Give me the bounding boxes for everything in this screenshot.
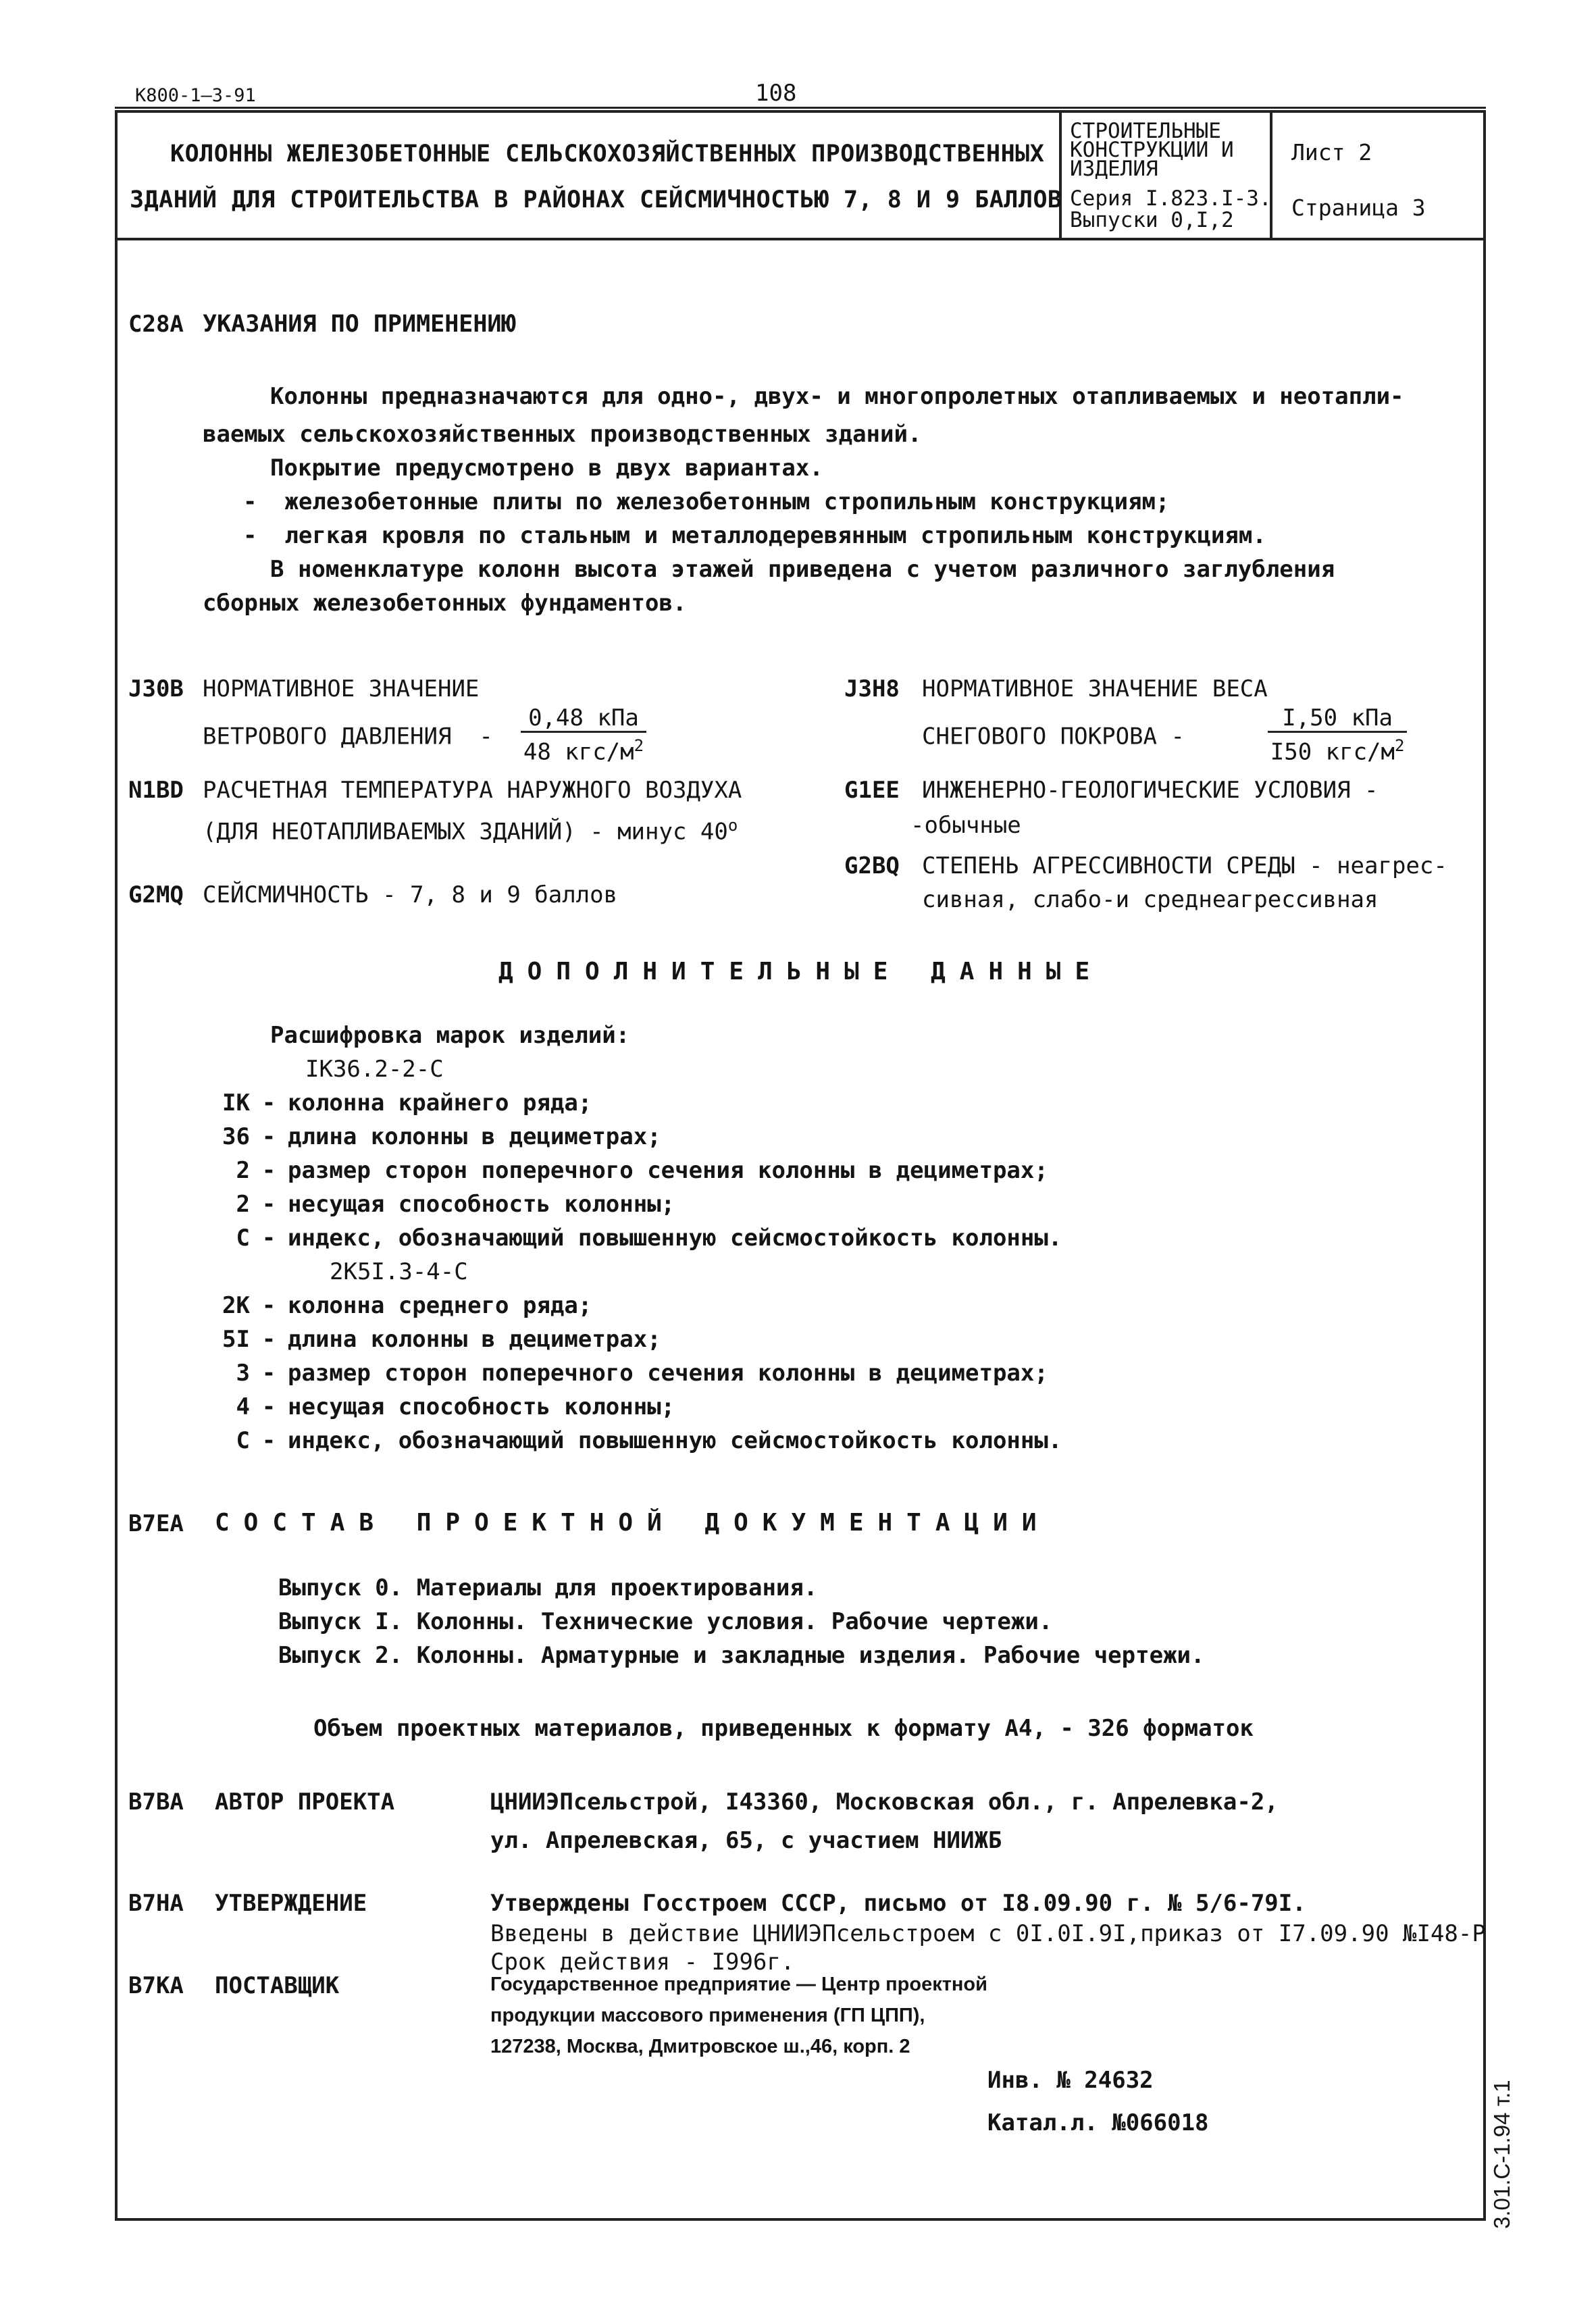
usage-list-item-1 [243, 485, 1170, 519]
document-code: K800-1—3-91 [135, 85, 256, 106]
category-line-2: КОНСТРУКЦИИ И [1070, 138, 1234, 162]
category-line-1: СТРОИТЕЛЬНЫЕ [1070, 119, 1221, 143]
composition-line-2: Выпуск I. Колонны. Технические условия. Рабочие чертежи. [278, 1608, 1053, 1635]
wind-code: J30B [128, 675, 184, 702]
geology-line-2: -обычные [910, 812, 1021, 839]
list-text: железобетонные плиты по железобетонным стропильным конструкциям; [284, 488, 1170, 515]
header-vdivider-1 [1059, 110, 1062, 239]
side-stamp: 3.01.C-1.94 т.1 [1489, 2080, 1514, 2229]
aggressiveness-code: G2BQ [844, 852, 900, 879]
supplier-label: ПОСТАВЩИК [215, 1972, 340, 1999]
temperature-line-1: РАСЧЕТНАЯ ТЕМПЕРАТУРА НАРУЖНОГО ВОЗДУХА [203, 777, 742, 804]
approval-line-3: Срок действия - I996г. [490, 1949, 795, 1976]
decoding-intro: Расшифровка марок изделий: [270, 1022, 630, 1049]
approval-label: УТВЕРЖДЕНИЕ [215, 1890, 367, 1917]
snow-label: СНЕГОВОГО ПОКРОВА - [922, 723, 1185, 750]
approval-line-2: Введены в действие ЦНИИЭПсельстроем с 0I.0I.9I,приказ от I7.09.90 №I48-Р [490, 1920, 1486, 1947]
aggressiveness-line-1: СТЕПЕНЬ АГРЕССИВНОСТИ СРЕДЫ - неагрес- [922, 852, 1447, 879]
list-dash: - [243, 488, 257, 515]
usage-line-1: Колонны предназначаются для одно-, двух- и многопролетных отапливаемых и неотапли- [270, 383, 1404, 410]
usage-line-3: Покрытие предусмотрено в двух вариантах. [270, 455, 823, 482]
list-text: легкая кровля по стальным и металлодеревянным стропильным конструкциям. [284, 522, 1266, 549]
author-label: АВТОР ПРОЕКТА [215, 1789, 395, 1816]
supplier-code: B7KA [128, 1972, 184, 1999]
snow-line-1: НОРМАТИВНОЕ ЗНАЧЕНИЕ ВЕСА [922, 675, 1268, 702]
supplier-line-1: Государственное предприятие — Центр проектной [490, 1974, 987, 1995]
mark-1-item: 2 - размер сторон поперечного сечения колонны в дециметрах; [236, 1157, 1048, 1184]
mark-2-item: 4 - несущая способность колонны; [236, 1393, 675, 1420]
mark-2-item: 5I - длина колонны в дециметрах; [222, 1326, 661, 1353]
wind-value-kpa: 0,48 кПа [521, 705, 646, 733]
header-divider [115, 238, 1486, 240]
snow-value-kgs: I50 кгс/$м^2$ [1270, 736, 1405, 766]
mark-2-item: 3 - размер сторон поперечного сечения колонны в дециметрах; [236, 1360, 1048, 1387]
geology-code: G1EE [844, 777, 900, 804]
mark-2-item: 2K - колонна среднего ряда; [222, 1292, 592, 1319]
usage-line-6: В номенклатуре колонн высота этажей приведена с учетом различного заглубления [270, 556, 1335, 583]
catalog-number: Катал.л. №066018 [987, 2109, 1209, 2136]
issues-label: Выпуски 0,I,2 [1070, 208, 1234, 232]
wind-value [521, 705, 646, 765]
composition-title: СОСТАВ ПРОЕКТНОЙ ДОКУМЕНТАЦИИ [215, 1509, 1051, 1537]
temperature-line-2: (ДЛЯ НЕОТАПЛИВАЕМЫХ ЗДАНИЙ) - минус $40^о$ [203, 816, 738, 846]
composition-line-1: Выпуск 0. Материалы для проектирования. [278, 1574, 818, 1601]
category-line-3: ИЗДЕЛИЯ [1070, 157, 1158, 181]
top-rule [115, 107, 1486, 109]
seismic-text: СЕЙСМИЧНОСТЬ - 7, 8 и 9 баллов [203, 881, 618, 908]
seismic-code: G2MQ [128, 881, 184, 908]
usage-list-item-2 [243, 519, 1266, 552]
title-line-2: ЗДАНИЙ ДЛЯ СТРОИТЕЛЬСТВА В РАЙОНАХ СЕЙСМИЧНОСТЬЮ 7, 8 И 9 БАЛЛОВ [130, 186, 1062, 213]
approval-line-1: Утверждены Госстроем СССР, письмо от I8.09.90 г. № 5/6-79I. [490, 1890, 1306, 1917]
temperature-code: N1BD [128, 777, 184, 804]
wind-line-2 [203, 704, 646, 766]
mark-2-item: C - индекс, обозначающий повышенную сейсмостойкость колонны. [236, 1427, 1062, 1454]
author-code: B7BA [128, 1789, 184, 1816]
snow-value [1268, 705, 1408, 765]
author-line-1: ЦНИИЭПсельстрой, I43360, Московская обл., г. Апрелевка-2, [490, 1789, 1279, 1816]
composition-line-3: Выпуск 2. Колонны. Арматурные и закладные изделия. Рабочие чертежи. [278, 1642, 1205, 1669]
mark-1-item: 2 - несущая способность колонны; [236, 1191, 675, 1218]
snow-value-kpa: I,50 кПа [1268, 705, 1408, 733]
usage-line-7: сборных железобетонных фундаментов. [203, 590, 687, 617]
snow-line-2 [922, 704, 1407, 766]
title-line-1: КОЛОННЫ ЖЕЛЕЗОБЕТОННЫЕ СЕЛЬСКОХОЗЯЙСТВЕННЫХ ПРОИЗВОДСТВЕННЫХ [170, 140, 1045, 168]
supplier-line-2: продукции массового применения (ГП ЦПП), [490, 2005, 925, 2026]
snow-code: J3H8 [844, 675, 900, 702]
mark-1-item: IK - колонна крайнего ряда; [222, 1089, 592, 1116]
sheet-label: Лист 2 [1291, 139, 1372, 165]
geology-line-1: ИНЖЕНЕРНО-ГЕОЛОГИЧЕСКИЕ УСЛОВИЯ - [922, 777, 1379, 804]
supplier-line-3: 127238, Москва, Дмитровское ш.,46, корп. 2 [490, 2036, 910, 2057]
approval-code: B7HA [128, 1890, 184, 1917]
composition-code: B7EA [128, 1510, 184, 1537]
wind-dash: - [479, 723, 493, 750]
header-vdivider-2 [1270, 110, 1272, 239]
wind-line-1: НОРМАТИВНОЕ ЗНАЧЕНИЕ [203, 675, 480, 702]
series-label: Серия I.823.I-3. [1070, 186, 1272, 211]
page-label: Страница 3 [1291, 195, 1426, 221]
wind-label: ВЕТРОВОГО ДАВЛЕНИЯ [203, 723, 452, 750]
volume-line: Объем проектных материалов, приведенных к формату А4, - 326 форматок [313, 1715, 1254, 1742]
author-line-2: ул. Апрелевская, 65, с участием НИИЖБ [490, 1827, 1002, 1854]
list-dash: - [243, 522, 257, 549]
mark-2: 2K5I.3-4-C [330, 1258, 468, 1285]
usage-line-2: ваемых сельскохозяйственных производственных зданий. [203, 421, 922, 448]
wind-value-kgs: 48 кгс/$м^2$ [523, 736, 644, 766]
usage-code: C28A [128, 311, 184, 338]
mark-1-item: C - индекс, обозначающий повышенную сейсмостойкость колонны. [236, 1225, 1062, 1252]
page-number: 108 [755, 80, 797, 107]
mark-1-item: 36 - длина колонны в дециметрах; [222, 1123, 661, 1150]
mark-1: IK36.2-2-C [305, 1056, 444, 1083]
additional-title: ДОПОЛНИТЕЛЬНЫЕ ДАННЫЕ [498, 958, 1104, 985]
usage-title: УКАЗАНИЯ ПО ПРИМЕНЕНИЮ [203, 311, 516, 338]
aggressiveness-line-2: сивная, слабо-и среднеагрессивная [922, 886, 1379, 913]
inventory-number: Инв. № 24632 [987, 2067, 1154, 2094]
